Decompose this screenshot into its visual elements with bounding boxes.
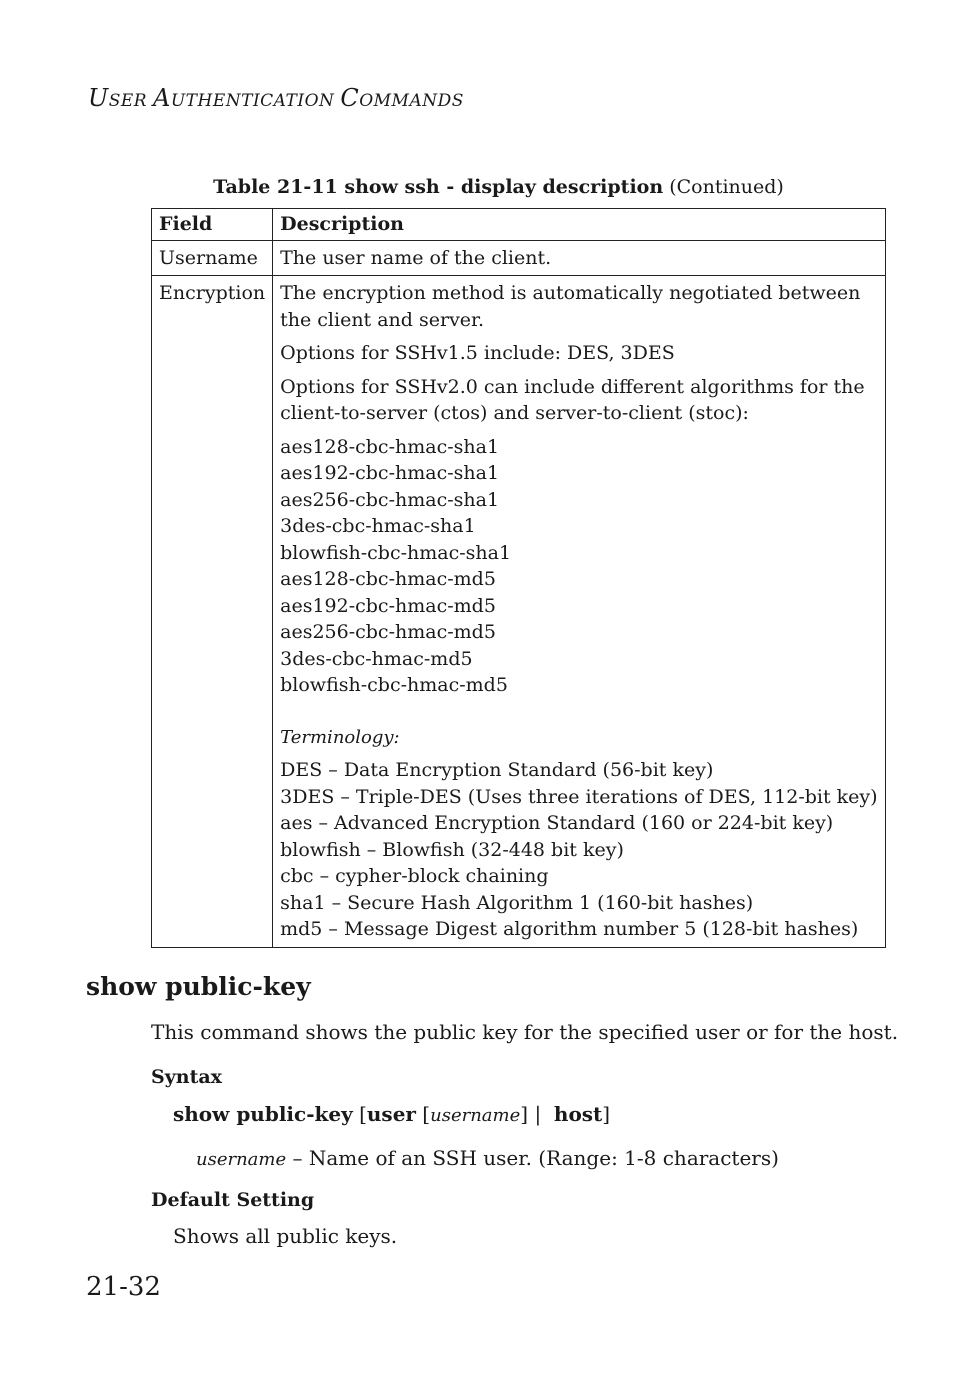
list-item: cbc – cypher-block chaining xyxy=(280,865,549,887)
algorithm-list xyxy=(280,434,877,699)
list-item: aes128-cbc-hmac-md5 xyxy=(280,568,496,590)
description-cell xyxy=(273,276,885,948)
column-header-description: Description xyxy=(273,209,885,241)
field-cell: Encryption xyxy=(152,276,273,948)
list-item: aes – Advanced Encryption Standard (160 or 224-bit key) xyxy=(280,812,834,834)
description-paragraph: Options for SSHv1.5 include: DES, 3DES xyxy=(280,342,675,364)
header-initial: C xyxy=(340,84,360,112)
spacer xyxy=(280,699,877,725)
list-item: blowfish – Blowfish (32-448 bit key) xyxy=(280,838,624,861)
syntax-bracket: ] xyxy=(520,1102,529,1126)
section-intro: This command shows the public key for the specified user or for the host. xyxy=(151,1020,899,1044)
section-title: show public-key xyxy=(86,972,311,1001)
syntax-separator: | xyxy=(534,1102,548,1126)
list-item: 3DES – Triple-DES (Uses three iterations of DES, 112-bit key) xyxy=(280,785,878,808)
header-initial: U xyxy=(88,84,109,112)
list-item: md5 – Message Digest algorithm number 5 (128-bit hashes) xyxy=(280,918,859,940)
syntax-bracket: [ xyxy=(352,1102,367,1126)
header-initial: A xyxy=(153,84,171,112)
list-item: 3des-cbc-hmac-md5 xyxy=(280,647,473,670)
syntax-parameter: username xyxy=(430,1105,521,1126)
header-rest: OMMANDS xyxy=(359,91,464,111)
list-item: aes192-cbc-hmac-sha1 xyxy=(280,462,500,484)
page-number: 21-32 xyxy=(86,1272,161,1302)
table-caption-continued: (Continued) xyxy=(663,176,784,198)
list-item: 3des-cbc-hmac-sha1 xyxy=(280,515,476,537)
table-header-row xyxy=(152,209,886,241)
description-paragraph: The encryption method is automatically negotiated between the client and server. xyxy=(280,282,861,331)
header-rest: UTHENTICATION xyxy=(170,91,341,111)
syntax-bracket: ] xyxy=(602,1102,611,1126)
syntax-heading: Syntax xyxy=(151,1066,222,1088)
parameter-name: username xyxy=(196,1149,287,1170)
default-setting-text: Shows all public keys. xyxy=(173,1224,398,1248)
list-item: aes256-cbc-hmac-md5 xyxy=(280,621,496,643)
table-row xyxy=(152,276,886,948)
header-rest: SER xyxy=(108,91,153,111)
field-cell: Username xyxy=(152,240,273,276)
table-row xyxy=(152,240,886,276)
list-item: sha1 – Secure Hash Algorithm 1 (160-bit hashes) xyxy=(280,891,754,914)
running-header xyxy=(88,84,464,112)
terminology-label: Terminology: xyxy=(280,726,400,748)
syntax-bracket: [ xyxy=(415,1102,431,1126)
terminology-list xyxy=(280,757,877,943)
list-item: aes128-cbc-hmac-sha1 xyxy=(280,435,500,458)
table-caption xyxy=(152,176,845,198)
parameter-description xyxy=(196,1146,779,1170)
table-caption-title: Table 21-11 show ssh - display description xyxy=(213,176,664,198)
list-item: blowfish-cbc-hmac-sha1 xyxy=(280,541,512,564)
parameter-text: – Name of an SSH user. (Range: 1-8 characters) xyxy=(286,1146,779,1170)
syntax-command: show public-key xyxy=(173,1102,353,1126)
list-item: aes192-cbc-hmac-md5 xyxy=(280,594,496,617)
syntax-keyword-user: user xyxy=(366,1102,416,1126)
default-setting-heading: Default Setting xyxy=(151,1189,315,1211)
description-paragraph: Options for SSHv2.0 can include different algorithms for the client-to-server (ctos) and server-to-client (stoc): xyxy=(280,375,865,424)
list-item: DES – Data Encryption Standard (56-bit key) xyxy=(280,759,714,781)
description-cell: The user name of the client. xyxy=(273,240,885,276)
description-table xyxy=(151,208,886,948)
list-item: aes256-cbc-hmac-sha1 xyxy=(280,488,500,511)
syntax-keyword-host: host xyxy=(553,1102,603,1126)
column-header-field: Field xyxy=(152,209,273,241)
syntax-line xyxy=(173,1102,610,1126)
list-item: blowfish-cbc-hmac-md5 xyxy=(280,674,508,696)
